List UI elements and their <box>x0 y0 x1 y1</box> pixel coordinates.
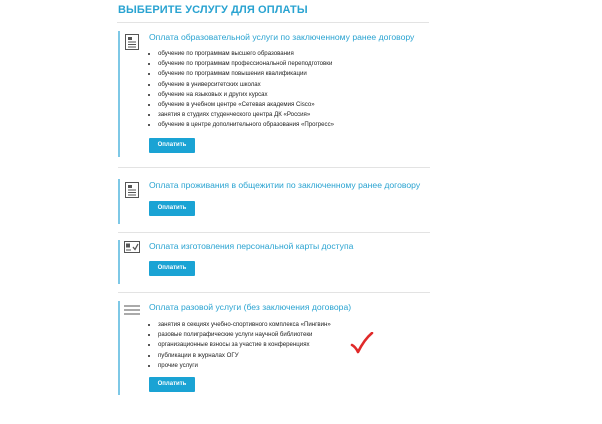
card-accent-bar <box>118 179 120 224</box>
list-item: • обучение по программам профессиональной переподготовки <box>158 59 334 69</box>
pay-button-access-card[interactable]: Оплатить <box>149 261 195 276</box>
card-accent-bar <box>118 31 120 157</box>
list-item: • обучение по программам высшего образования <box>158 49 334 59</box>
card-accent-bar <box>118 301 120 395</box>
pay-button-dormitory[interactable]: Оплатить <box>149 201 195 216</box>
service-card-education <box>118 31 430 157</box>
list-item: • обучение по программам повышения квалификации <box>158 69 334 79</box>
list-item: • организационные взносы за участие в конференциях <box>158 340 331 350</box>
service-card-access-card <box>118 240 430 284</box>
service-title-dormitory[interactable]: Оплата проживания в общежитии по заключенному ранее договору <box>149 180 421 190</box>
pay-button-one-time[interactable]: Оплатить <box>149 377 195 392</box>
pay-button-education[interactable]: Оплатить <box>149 138 195 153</box>
id-card-icon <box>124 241 140 253</box>
document-icon <box>125 182 139 198</box>
list-item: • обучение в университетских школах <box>158 80 334 90</box>
service-title-one-time[interactable]: Оплата разовой услуги (без заключения договора) <box>149 302 352 312</box>
list-item: • публикации в журналах ОГУ <box>158 351 331 361</box>
list-item: • обучение в учебном центре «Сетевая академия Cisco» <box>158 100 334 110</box>
lines-icon <box>124 305 140 315</box>
service-items-list <box>149 49 334 131</box>
checkmark-icon <box>350 332 374 356</box>
divider <box>118 292 430 293</box>
list-item: • занятия в студиях студенческого центра ДК «Россия» <box>158 110 334 120</box>
service-items-list <box>149 320 331 371</box>
list-item: • занятия в секциях учебно-спортивного комплекса «Пингвин» <box>158 320 331 330</box>
list-item: • прочие услуги <box>158 361 331 371</box>
document-icon <box>125 34 139 50</box>
divider <box>118 167 430 168</box>
page-title: ВЫБЕРИТЕ УСЛУГУ ДЛЯ ОПЛАТЫ <box>118 4 308 16</box>
list-item: • обучение на языковых и других курсах <box>158 90 334 100</box>
divider <box>118 232 430 233</box>
divider <box>117 22 429 23</box>
service-title-education[interactable]: Оплата образовательной услуги по заключенному ранее договору <box>149 32 415 42</box>
service-card-one-time <box>118 301 430 395</box>
service-card-dormitory <box>118 179 430 224</box>
list-item: • обучение в центре дополнительного образования «Прогресс» <box>158 120 334 130</box>
list-item: • разовые полиграфические услуги научной библиотеки <box>158 330 331 340</box>
service-title-access-card[interactable]: Оплата изготовления персональной карты доступа <box>149 241 354 251</box>
card-accent-bar <box>118 240 120 284</box>
